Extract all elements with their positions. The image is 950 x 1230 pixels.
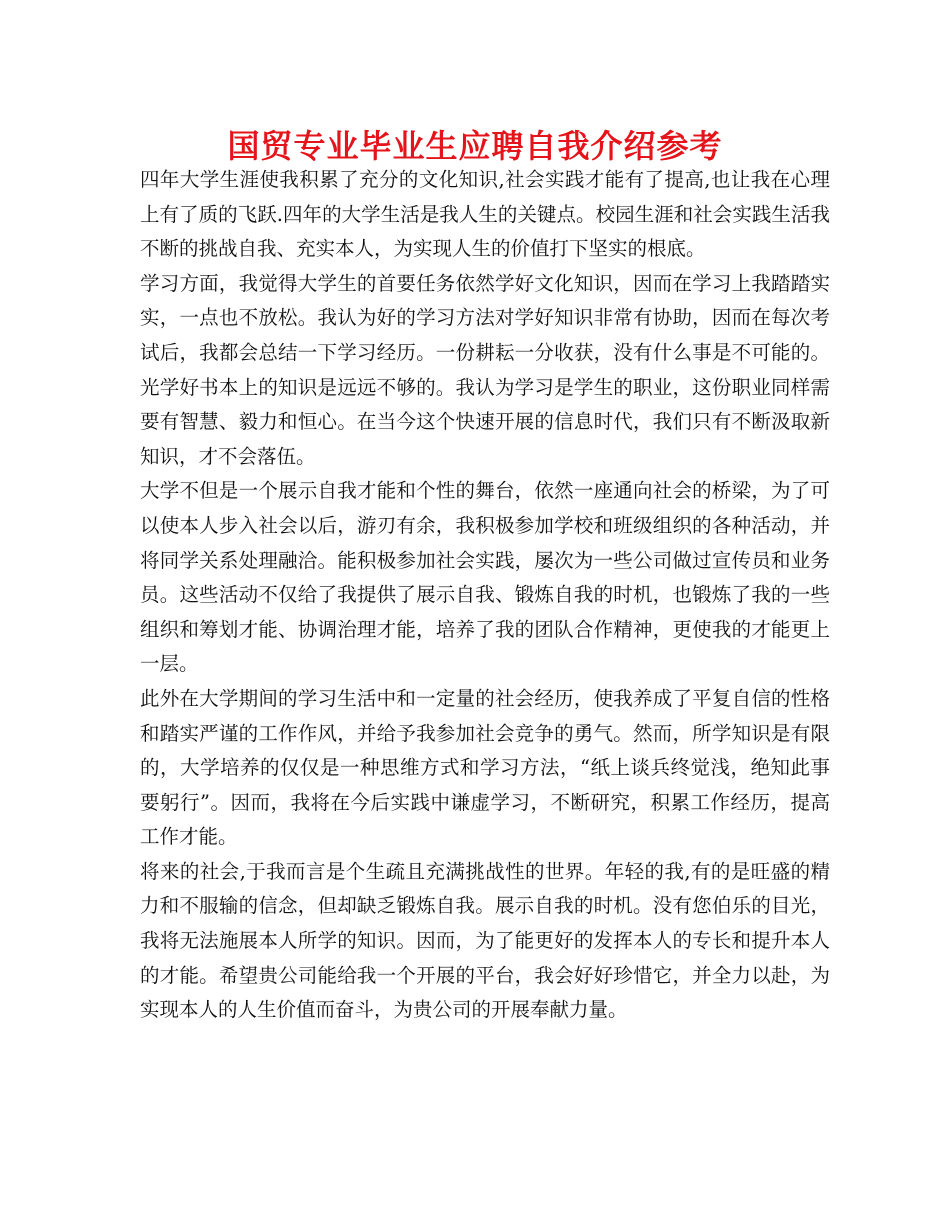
- document-body: [140, 163, 830, 1028]
- paragraph-future: 将来的社会,于我而言是个生疏且充满挑战性的世界。年轻的我,有的是旺盛的精力和不服输的信念，但却缺乏锻炼自我。展示自我的时机。没有您伯乐的目光，我将无法施展本人所学的知识。因而，为了能更好的发挥本人的专长和提升本人的才能。希望贵公司能给我一个开展的平台，我会好好珍惜它，并全力以赴，为实现本人的人生价值而奋斗，为贵公司的开展奉献力量。: [140, 859, 830, 1022]
- paragraph-experience: 此外在大学期间的学习生活中和一定量的社会经历，使我养成了平复自信的性格和踏实严谨的工作作风，并给予我参加社会竞争的勇气。然而，所学知识是有限的，大学培养的仅仅是一种思维方式和学习方法，“纸上谈兵终觉浅，绝知此事要躬行”。因而，我将在今后实践中谦虚学习，不断研究，积累工作经历，提高工作才能。: [140, 686, 830, 849]
- paragraph-study: 学习方面，我觉得大学生的首要任务依然学好文化知识，因而在学习上我踏踏实实，一点也不放松。我认为好的学习方法对学好知识非常有协助，因而在每次考试后，我都会总结一下学习经历。一份耕耘一分收获，没有什么事是不可能的。光学好书本上的知识是远远不够的。我认为学习是学生的职业，这份职业同样需要有智慧、毅力和恒心。在当今这个快速开展的信息时代，我们只有不断汲取新知识，才不会落伍。: [140, 271, 830, 468]
- paragraph-intro: 四年大学生涯使我积累了充分的文化知识,社会实践才能有了提高,也让我在心理上有了质的飞跃.四年的大学生活是我人生的关键点。校园生涯和社会实践生活我不断的挑战自我、充实本人，为实现人生的价值打下坚实的根底。: [140, 168, 830, 261]
- paragraph-activities: 大学不但是一个展示自我才能和个性的舞台，依然一座通向社会的桥梁，为了可以使本人步入社会以后，游刃有余，我积极参加学校和班级组织的各种活动，并将同学关系处理融洽。能积极参加社会实践，屡次为一些公司做过宣传员和业务员。这些活动不仅给了我提供了展示自我、锻炼自我的时机，也锻炼了我的一些组织和筹划才能、协调治理才能，培养了我的团队合作精神，更使我的才能更上一层。: [140, 479, 830, 676]
- document-title: 国贸专业毕业生应聘自我介绍参考: [227, 127, 723, 165]
